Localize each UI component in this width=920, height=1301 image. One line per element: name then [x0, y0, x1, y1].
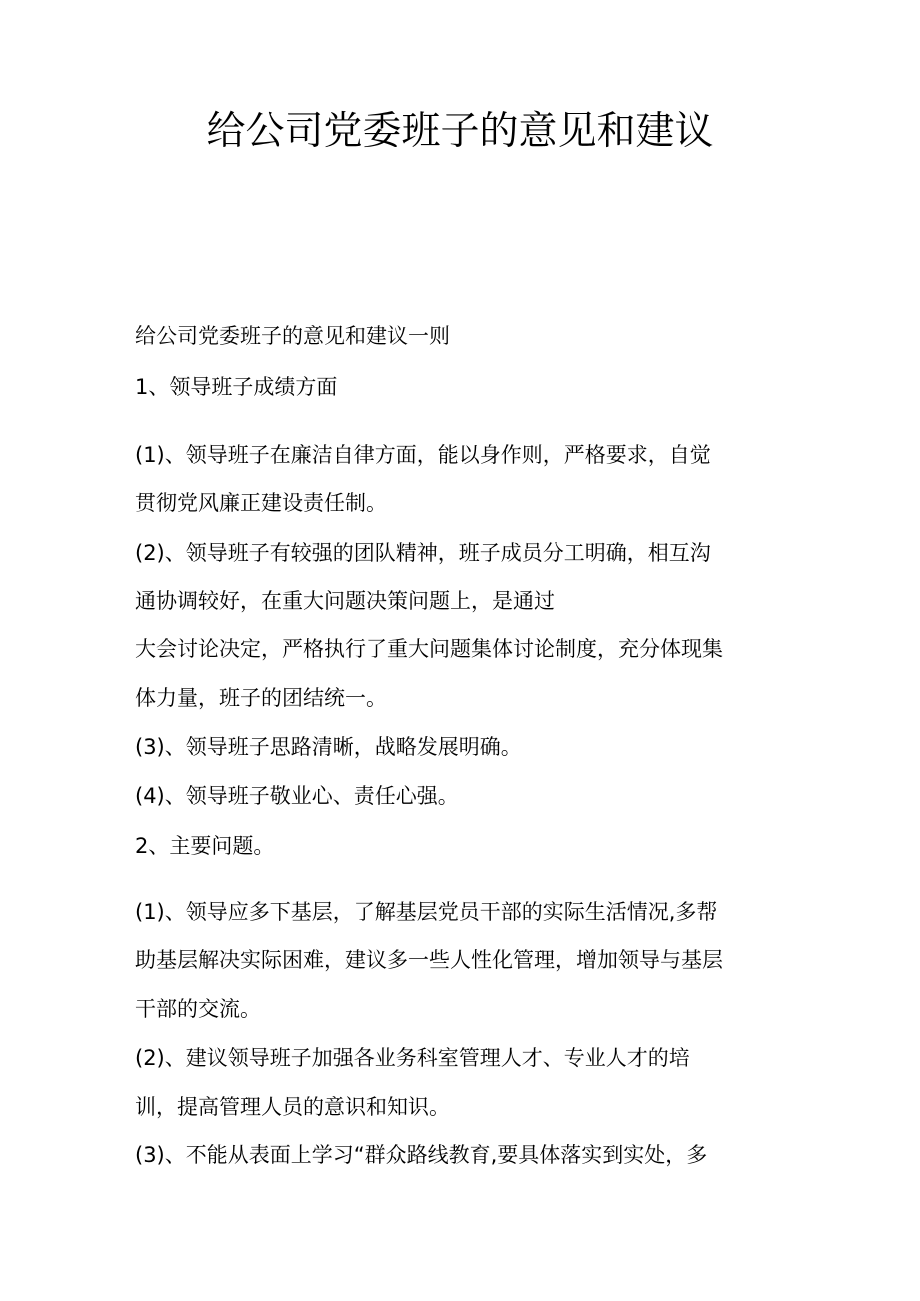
paragraph-line: (1)、领导班子在廉洁自律方面，能以身作则，严格要求，自觉: [135, 443, 711, 467]
paragraph-line: (2)、领导班子有较强的团队精神，班子成员分工明确，相互沟: [135, 541, 711, 565]
paragraph-line: 训，提高管理人员的意识和知识。: [135, 1095, 450, 1119]
paragraph-line: (4)、领导班子敬业心、责任心强。: [135, 784, 459, 808]
section-2-heading: 2、主要问题。: [135, 834, 275, 858]
paragraph-line: 助基层解决实际困难，建议多一些人性化管理，增加领导与基层: [135, 948, 723, 972]
document-title: 给公司党委班子的意见和建议: [206, 109, 714, 154]
paragraph-line: 大会讨论决定，严格执行了重大问题集体讨论制度，充分体现集: [135, 637, 723, 661]
paragraph-line: 体力量，班子的团结统一。: [135, 686, 387, 710]
paragraph-line: 通协调较好，在重大问题决策问题上，是通过: [135, 589, 555, 613]
paragraph-line: (3)、不能从表面上学习“群众路线教育,要具体落实到实处，多: [135, 1143, 708, 1167]
section-intro-heading: 给公司党委班子的意见和建议一则: [135, 324, 450, 348]
paragraph-line: (3)、领导班子思路清晰，战略发展明确。: [135, 735, 522, 759]
paragraph-line: (1)、领导应多下基层，了解基层党员干部的实际生活情况,多帮: [135, 900, 718, 924]
section-1-heading: 1、领导班子成绩方面: [135, 375, 338, 399]
paragraph-line: (2)、建议领导班子加强各业务科室管理人才、专业人才的培: [135, 1046, 690, 1070]
paragraph-line: 干部的交流。: [135, 997, 261, 1021]
paragraph-line: 贯彻党风廉正建设责任制。: [135, 491, 387, 515]
